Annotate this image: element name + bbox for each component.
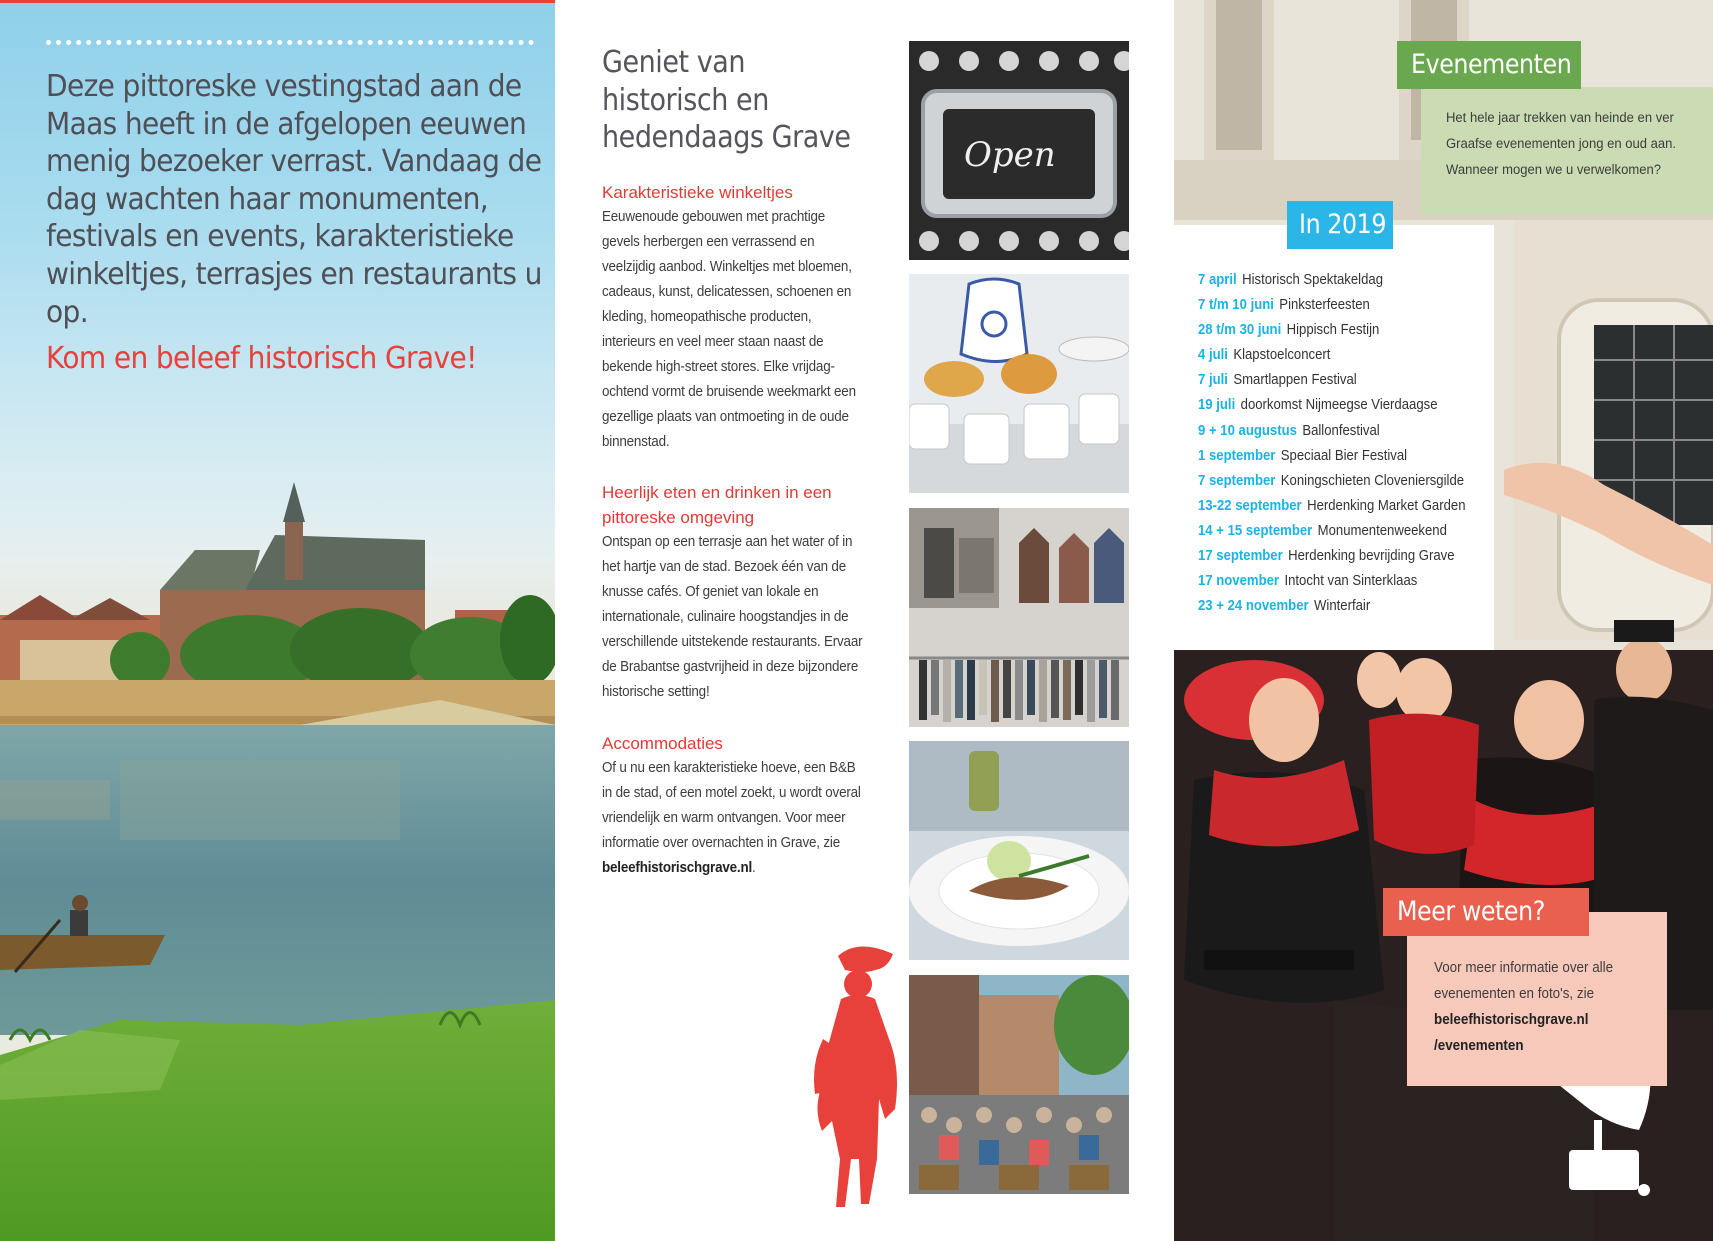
event-name: Herdenking Market Garden [1307,497,1466,514]
list-item [1198,444,1450,469]
event-name: Klapstoelconcert [1233,347,1331,364]
list-item [1198,594,1450,619]
more-info-tag-label: Meer weten? [1397,896,1545,927]
accommodation-text: Of u nu een karakteristieke hoeve, een B&B in de stad, of een motel zoekt, u wordt overal vriendelijk en warm ontvangen. Voor meer informatie over overnachten in Grave, zie [602,760,861,851]
event-name: Hippisch Festijn [1286,322,1380,339]
page-title: Geniet van historisch en hedendaags Grave [602,45,851,155]
list-item [1198,519,1450,544]
list-item [1198,494,1466,519]
event-date: 17 november [1198,573,1280,590]
list-item [1198,293,1450,318]
website-link[interactable]: beleefhistorischgrave.nl [602,860,753,876]
section-heading-accommodation: Accommodaties [602,734,723,753]
section-heading-food: Heerlijk eten en drinken in een pittoreske omgeving [602,483,832,527]
dotted-divider [46,40,534,45]
call-to-action: Kom en beleef historisch Grave! [46,341,477,376]
event-date: 1 september [1198,447,1276,464]
open-sign-text: Open [964,135,1056,175]
event-name: Historisch Spektakeldag [1242,272,1384,288]
event-date: 13-22 september [1198,497,1302,514]
event-date: 17 september [1198,548,1283,565]
event-name: Monumentenweekend [1317,522,1447,539]
top-red-line [0,0,555,3]
year-tag [1287,201,1393,249]
event-date: 7 september [1198,472,1276,489]
list-item [1198,318,1450,343]
section-body-shops: Eeuwenoude gebouwen met prachtige gevels herbergen een verrassend en veelzijdig aanbod. Winkeltjes met bloemen, cadeaus, kunst, delicatessen, schoenen en kleding, homeopathische producten, interieurs en veel meer staan naast de bekende high-street stores. Elke vrijdag-ochtend vormt de bruisende weekmarkt een gezellige plaats van ontmoeting in de oude binnenstad. [602,209,856,450]
list-item [1198,368,1450,393]
more-info-link-path[interactable]: /evenementen [1434,1038,1524,1054]
more-info-tag [1383,888,1589,936]
event-date: 4 juli [1198,347,1228,364]
event-date: 23 + 24 november [1198,598,1309,615]
more-info-description: Voor meer informatie over alle evenementen en foto's, zie [1434,960,1614,1002]
photo-shop-interior [909,508,1129,727]
event-name: Intocht van Sinterklaas [1284,573,1418,590]
event-date: 28 t/m 30 juni [1198,322,1282,339]
event-name: Speciaal Bier Festival [1280,447,1408,464]
photo-terrace [909,975,1129,1194]
content-panel [555,0,1153,1241]
event-name: Winterfair [1314,598,1371,615]
more-info-link[interactable]: beleefhistorischgrave.nl [1434,1012,1589,1028]
event-date: 7 april [1198,272,1237,288]
list-item [1198,419,1450,444]
link-suffix: . [752,860,756,876]
event-date: 14 + 15 september [1198,522,1313,539]
list-item [1198,544,1455,569]
events-list [1198,268,1478,619]
more-info-text [1434,955,1641,1059]
events-intro-text: Het hele jaar trekken van heinde en ver Graafse evenementen jong en oud aan. Wanneer mogen we u verwelkomen? [1446,110,1677,178]
photo-dish [909,741,1129,960]
list-item [1198,569,1450,594]
event-name: Koningschieten Cloveniersgilde [1280,472,1465,489]
musketeer-silhouette-icon [803,944,913,1209]
event-name: Smartlappen Festival [1233,372,1357,389]
photo-tableware [909,274,1129,493]
event-date: 7 juli [1198,372,1228,389]
event-date: 19 juli [1198,397,1236,414]
event-date: 9 + 10 augustus [1198,422,1297,439]
list-item [1198,469,1465,494]
events-tag-label: Evenementen [1411,49,1572,80]
section-heading-shops: Karakteristieke winkeltjes [602,183,793,202]
section-body-accommodation [602,756,864,881]
grave-river-postcard-image [0,480,555,1241]
photo-open-sign [909,41,1129,260]
year-tag-label: In 2019 [1299,209,1387,240]
intro-text: Deze pittoreske vestingstad aan de Maas heeft in de afgelopen eeuwen menig bezoeker verrast. Vandaag de dag wachten haar monumenten, festivals en events, karakteristieke winkeltjes, terrasjes en restaurants u op. [46,69,542,330]
section-body-food: Ontspan op een terrasje aan het water of in het hartje van de stad. Bezoek één van de knusse cafés. Of geniet van lokale en internationale, culinaire hoogstandjes in de verschillende uitstekende restaurants. Ervaar de Brabantse gastvrijheid in deze bijzondere historische setting! [602,534,863,700]
events-panel [1174,0,1713,1241]
event-name: doorkomst Nijmeegse Vierdaagse [1240,397,1438,414]
list-item [1198,393,1450,418]
list-item [1198,268,1450,293]
event-date: 7 t/m 10 juni [1198,297,1274,314]
event-name: Ballonfestival [1302,422,1380,439]
intro-panel [0,0,555,1241]
event-name: Pinksterfeesten [1279,297,1370,314]
event-name: Herdenking bevrijding Grave [1288,548,1455,565]
list-item [1198,343,1450,368]
events-tag [1397,41,1581,89]
